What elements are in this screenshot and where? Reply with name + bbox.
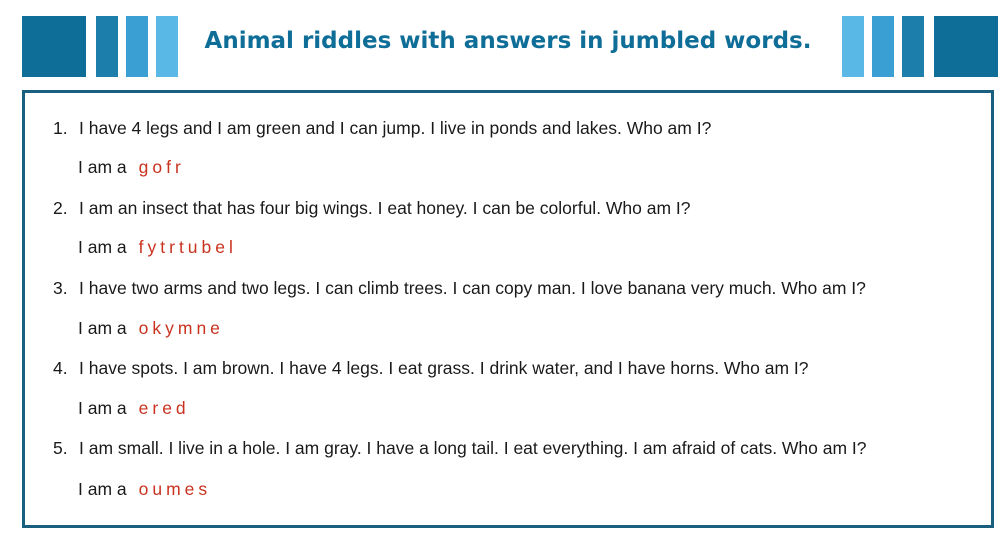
jumbled-answer: fytrtubel [138,237,237,257]
jumbled-answer: gofr [138,157,185,177]
answer-prompt: I am a [78,479,127,499]
answer-prompt: I am a [78,318,127,338]
right-banner-stripe-3 [902,16,924,77]
left-banner-stripe-1 [96,16,118,77]
riddle-text: I have two arms and two legs. I can climb trees. I can copy man. I love banana very much. Who am I? [79,278,866,298]
jumbled-answer: oumes [138,479,212,499]
riddle-number: 1. [53,118,68,138]
riddle-number: 2. [53,198,68,218]
riddle-number: 5. [53,438,68,458]
left-banner-stripe-3 [156,16,178,77]
riddle-question [53,276,866,300]
right-banner-block-large [934,16,998,77]
answer-prompt: I am a [78,237,127,257]
jumbled-answer: okymne [138,318,224,338]
riddle-question [53,116,711,140]
answer-prompt: I am a [78,398,127,418]
riddle-answer-line [78,155,185,179]
riddle-number: 4. [53,358,68,378]
riddles-frame [22,90,994,528]
riddle-answer-line [78,316,224,340]
header-banner [0,0,1006,88]
riddle-question [53,196,691,220]
riddle-text: I am an insect that has four big wings. I eat honey. I can be colorful. Who am I? [79,198,691,218]
right-banner-stripe-2 [872,16,894,77]
riddle-answer-line [78,477,211,501]
jumbled-answer: ered [138,398,190,418]
riddle-question [53,356,809,380]
page-title: Animal riddles with answers in jumbled words. [204,28,812,54]
riddle-text: I have spots. I am brown. I have 4 legs. I eat grass. I drink water, and I have horns. Who am I? [79,358,809,378]
riddle-answer-line [78,235,237,259]
right-banner-stripe-1 [842,16,864,77]
riddle-text: I have 4 legs and I am green and I can jump. I live in ponds and lakes. Who am I? [79,118,712,138]
riddle-answer-line [78,396,190,420]
riddle-question [53,436,867,460]
answer-prompt: I am a [78,157,127,177]
riddle-text: I am small. I live in a hole. I am gray. I have a long tail. I eat everything. I am afraid of cats. Who am I? [79,438,867,458]
left-banner-stripe-2 [126,16,148,77]
riddle-number: 3. [53,278,68,298]
left-banner-block-large [22,16,86,77]
